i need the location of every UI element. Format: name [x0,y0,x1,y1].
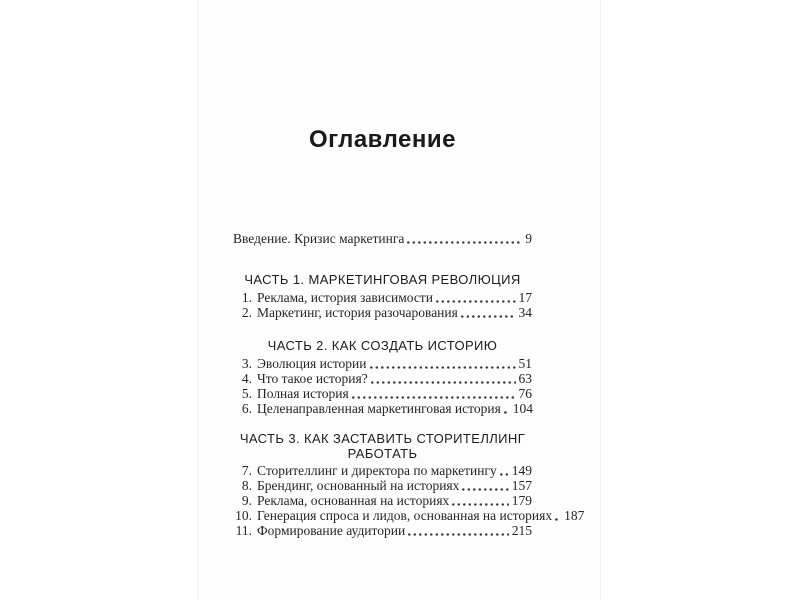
entry-page-number: 63 [518,371,532,386]
toc-entry [233,401,532,416]
entry-number: 7. [241,463,252,478]
entry-label: Формирование аудитории [257,523,406,538]
entry-page-number: 9 [525,231,532,246]
toc-entry [233,478,532,493]
entry-number: 2. [241,305,252,320]
entry-page-number: 149 [511,463,532,478]
entry-page-number: 104 [512,401,534,416]
entry-number: 8. [241,478,252,493]
dot-leader [452,494,508,508]
part-2-heading: ЧАСТЬ 2. КАК СОЗДАТЬ ИСТОРИЮ [267,338,498,353]
dot-leader [370,357,516,371]
entry-page-number: 187 [564,508,585,523]
entry-number: 3. [241,356,252,371]
entry-label: Полная история [257,386,349,401]
dot-leader [555,509,561,523]
entry-page-number: 17 [518,290,532,305]
toc-entry [233,523,532,538]
entry-page-number: 157 [511,478,532,493]
entry-number: 9. [241,493,252,508]
part-1-items [233,290,532,320]
entry-number: 1. [241,290,252,305]
toc-content [233,0,585,538]
toc-entry [233,356,532,371]
entry-page-number: 76 [518,386,532,401]
dot-leader [407,232,522,246]
page-title: Оглавление [309,126,456,153]
entry-label: Маркетинг, история разочарования [257,305,458,320]
entry-page-number: 179 [511,493,532,508]
toc-entry [233,371,532,386]
part-1-heading: ЧАСТЬ 1. МАРКЕТИНГОВАЯ РЕВОЛЮЦИЯ [244,272,521,287]
dot-leader [500,464,509,478]
toc-entry [233,305,532,320]
entry-number: 4. [241,371,252,386]
entry-page-number: 51 [518,356,532,371]
entry-label: Генерация спроса и лидов, основанная на историях [257,508,553,523]
toc-entry [233,386,532,401]
entry-label: Что такое история? [257,371,368,386]
dot-leader [462,479,508,493]
entry-number: 10. [235,508,252,523]
part-3-heading: ЧАСТЬ 3. КАК ЗАСТАВИТЬ СТОРИТЕЛЛИНГ РАБОТАТЬ [239,431,526,461]
entry-number: 11. [235,523,252,538]
entry-page-number: 215 [511,523,532,538]
toc-entry [233,508,585,523]
entry-label: Брендинг, основанный на историях [257,478,460,493]
dot-leader [504,402,510,416]
toc-part-2 [233,338,532,416]
entry-label: Реклама, основанная на историях [257,493,450,508]
dot-leader [461,306,516,320]
entry-label: Сторителлинг и директора по маркетингу [257,463,497,478]
dot-leader [371,372,516,386]
entry-label: Реклама, история зависимости [257,290,433,305]
entry-label: Введение. Кризис маркетинга [233,231,405,246]
entry-page-number: 34 [518,305,532,320]
entry-label: Эволюция истории [257,356,367,371]
dot-leader [436,291,516,305]
toc-entry [233,493,532,508]
part-2-items [233,356,532,416]
part-3-items [233,463,585,538]
entry-label: Целенаправленная маркетинговая история [257,401,501,416]
toc-entry [233,463,532,478]
toc-entry-introduction [233,231,532,246]
entry-number: 5. [241,386,252,401]
entry-number: 6. [241,401,252,416]
toc-part-3 [233,431,585,538]
dot-leader [408,524,509,538]
toc-part-1 [233,272,532,320]
dot-leader [352,387,516,401]
toc-entry [233,290,532,305]
